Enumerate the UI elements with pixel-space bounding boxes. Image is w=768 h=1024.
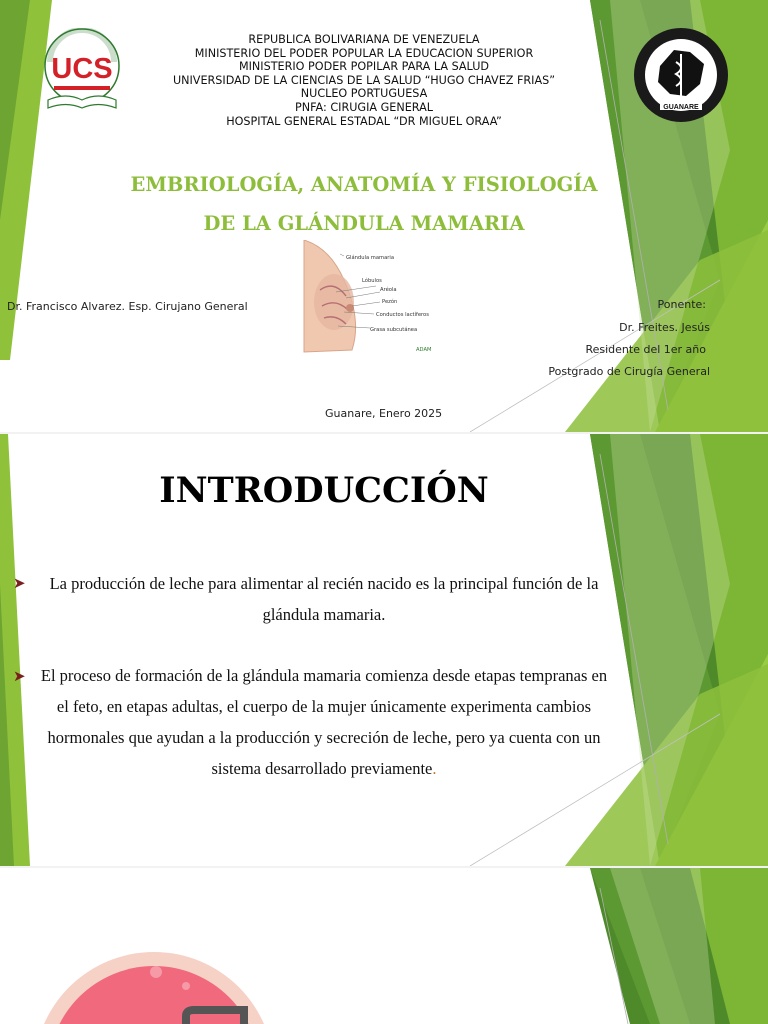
header-line: PNFA: CIRUGIA GENERAL [295, 100, 433, 114]
bullet-text [36, 660, 612, 784]
header-line: NUCLEO PORTUGUESA [300, 87, 428, 101]
illus-label: Aréola [380, 287, 397, 293]
header-line: UNIVERSIDAD DE LA CIENCIAS DE LA SALUD “HUGO CHAVEZ FRIAS” [172, 73, 556, 87]
header-line: MINISTERIO DEL PODER POPULAR LA EDUCACION SUPERIOR [194, 46, 534, 60]
surgery-service-seal [630, 26, 732, 124]
ponente-name: Dr. Freites. Jesús [619, 321, 710, 334]
title-slide [0, 0, 768, 432]
institution-header [150, 33, 578, 128]
introduction-slide [0, 434, 768, 866]
ponente-role: Residente del 1er año [585, 343, 706, 356]
place-date: Guanare, Enero 2025 [325, 407, 443, 420]
svg-text:UCS: UCS [51, 53, 113, 85]
slide-title: INTRODUCCIÓN [159, 470, 489, 511]
bullet-body: El proceso de formación de la glándula mamaria comienza desde etapas tempranas en el feto, en etapas adultas, el cuerpo de la mujer únicamente experimenta cambios hormonales que ayudan a la producción y secreción de leche, pero ya cuenta con un sistema desarrollado previamente [40, 666, 608, 778]
bullet-arrow-icon: ➤ [13, 574, 26, 592]
slide-title-line1: EMBRIOLOGÍA, ANATOMÍA Y FISIOLOGÍA [130, 173, 598, 196]
illus-label: Grasa subcutánea [370, 327, 418, 333]
bullet-period: . [432, 759, 437, 778]
illus-label: Conductos lactíferos [376, 312, 429, 318]
illus-brand: ADAM [416, 347, 432, 353]
author-text: Dr. Francisco Alvarez. Esp. Cirujano General [7, 300, 248, 313]
breast-anatomy-illustration [300, 240, 440, 354]
ponente-program: Postgrado de Cirugía General [548, 365, 710, 378]
illus-label: Pezón [382, 299, 398, 305]
cell-illustration [36, 946, 276, 1024]
illus-label: Lóbulos [362, 278, 382, 284]
bullet-text: La producción de leche para alimentar al recién nacido es la principal función de la glándula mamaria. [49, 574, 599, 624]
slide-title-line2: DE LA GLÁNDULA MAMARIA [203, 212, 525, 235]
header-line: MINISTERIO PODER POPILAR PARA LA SALUD [238, 60, 490, 74]
header-line: HOSPITAL GENERAL ESTADAL “DR MIGUEL ORAA” [226, 114, 502, 128]
next-slide-partial [0, 868, 768, 1024]
bullet-arrow-icon: ➤ [13, 667, 26, 685]
ucs-logo [36, 28, 128, 112]
illus-label: Glándula mamaria [346, 255, 394, 261]
svg-text:GUANARE: GUANARE [663, 104, 699, 111]
ponente-label: Ponente: [657, 298, 706, 311]
header-line: REPUBLICA BOLIVARIANA DE VENEZUELA [248, 33, 480, 46]
